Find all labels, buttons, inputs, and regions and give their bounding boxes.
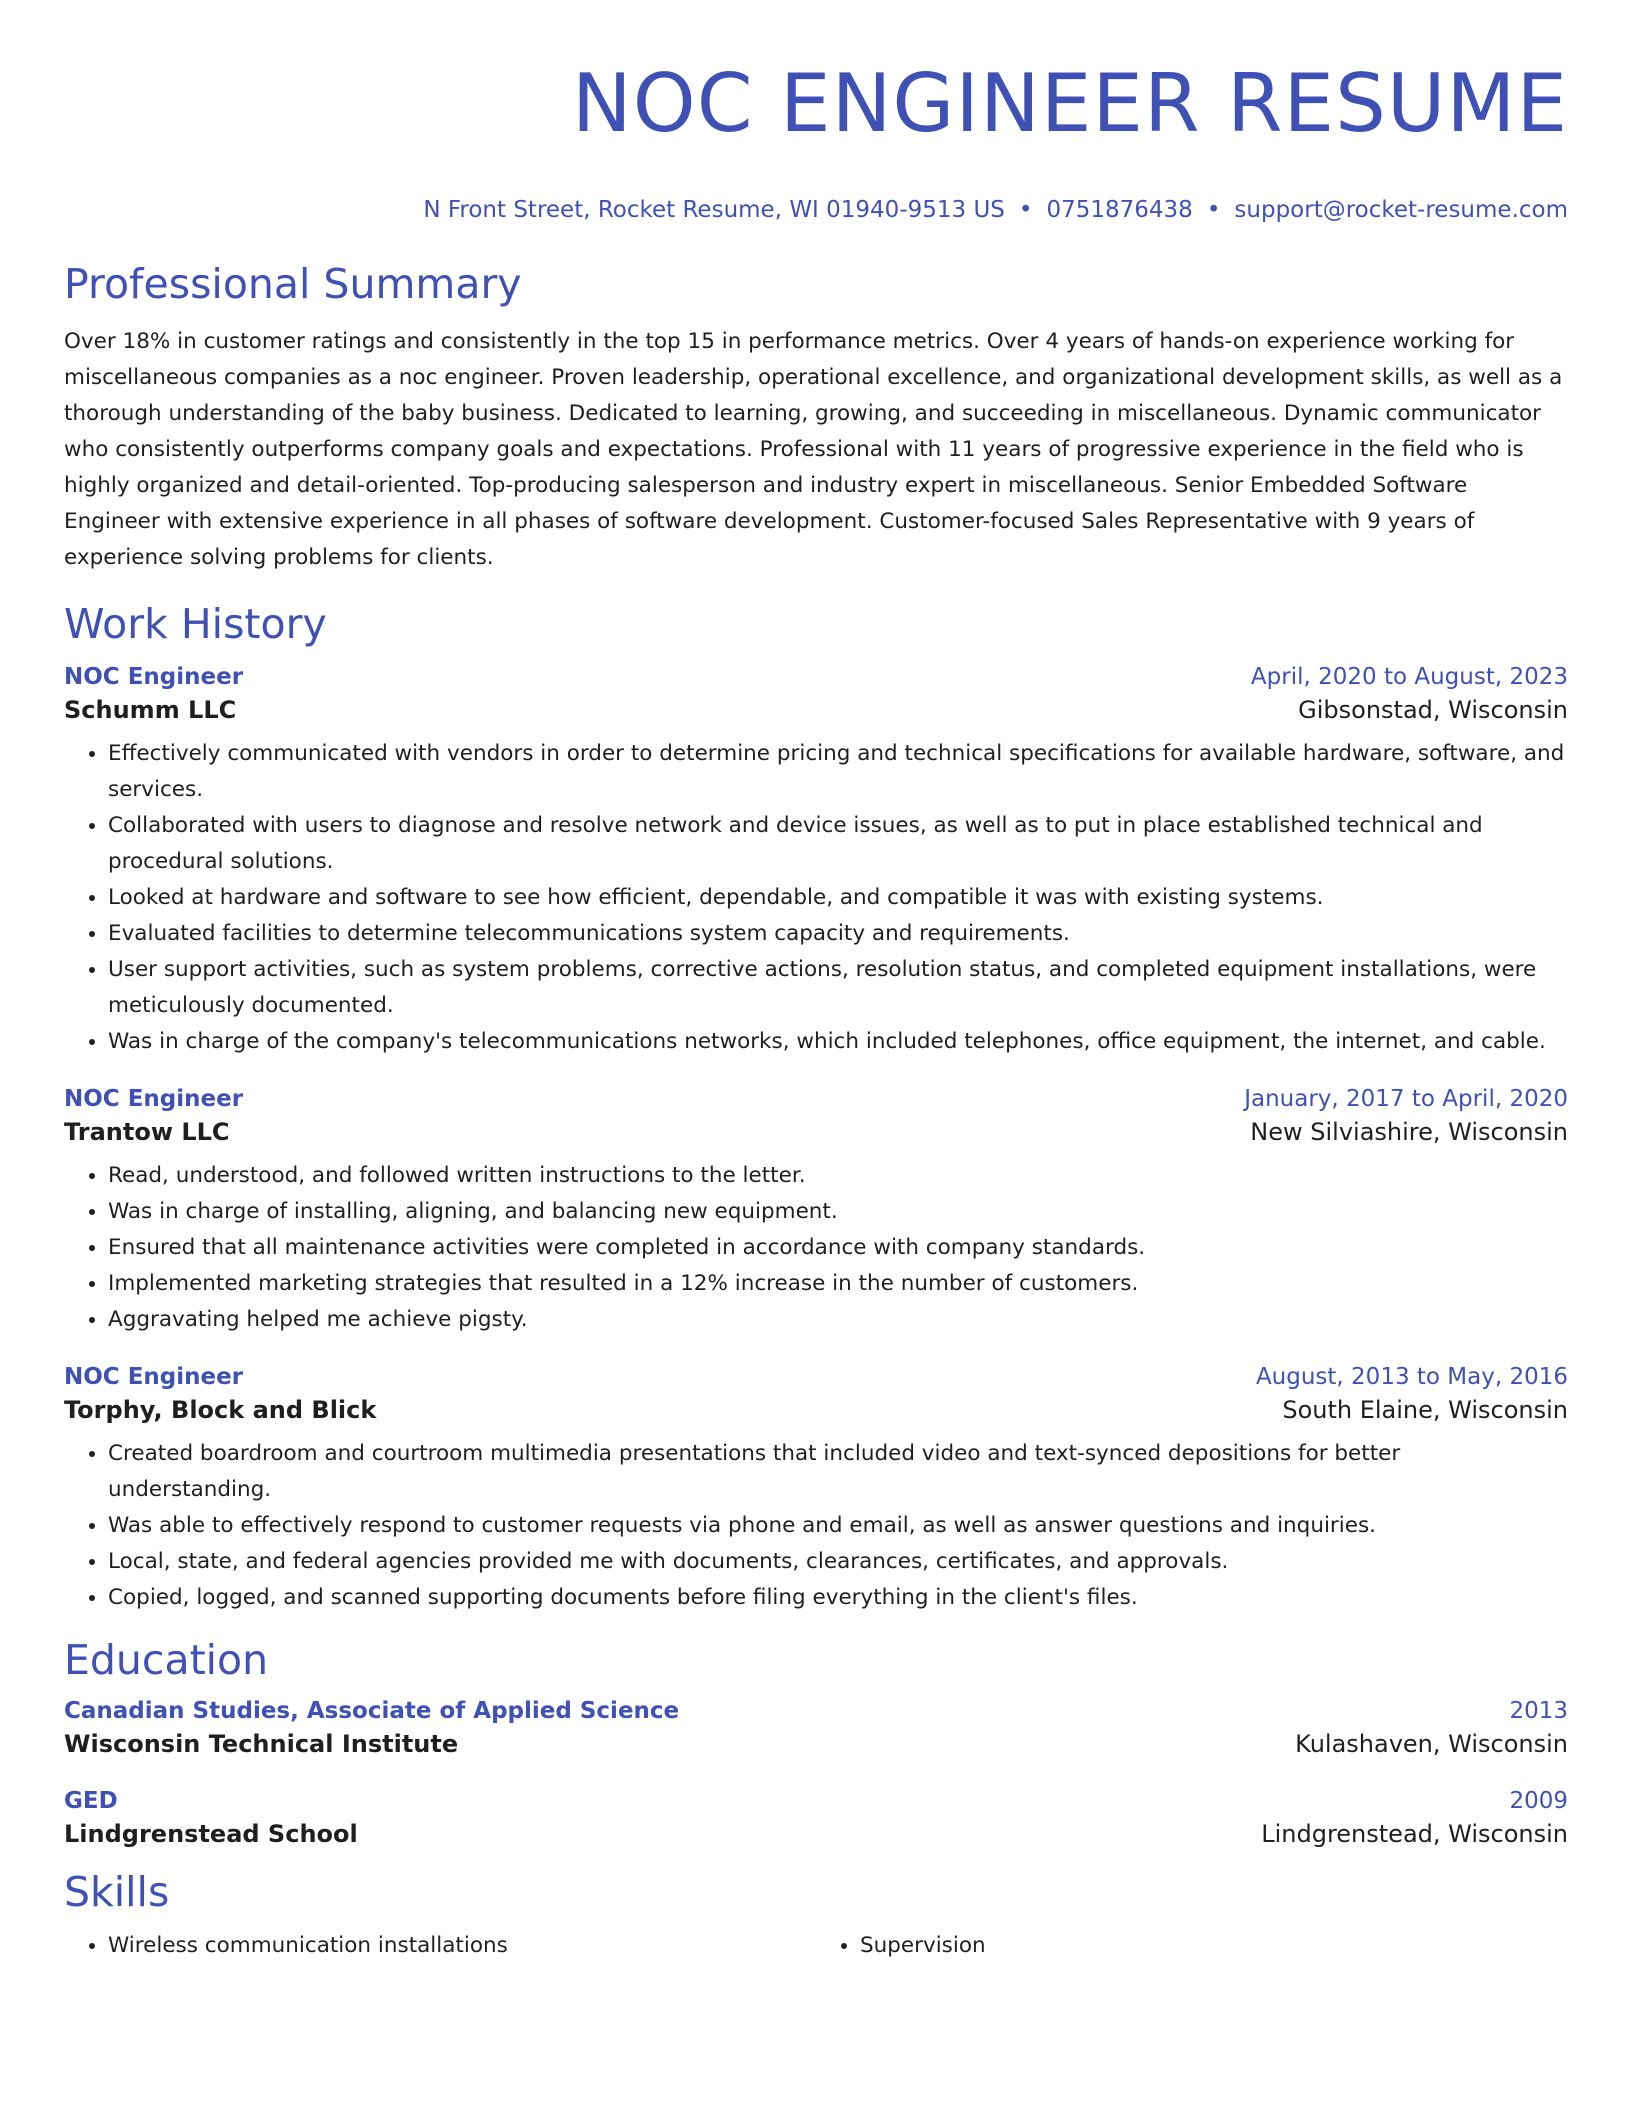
section-heading-education: Education <box>64 1636 269 1684</box>
list-item: • Ensured that all maintenance activities were completed in accordance with company standards. <box>108 1230 1568 1266</box>
company-name: Trantow LLC <box>64 1118 230 1146</box>
list-item: • Looked at hardware and software to see how efficient, dependable, and compatible it was with existing systems. <box>108 880 1568 916</box>
job-entry <box>64 1364 1568 1616</box>
education-entry <box>64 1788 1568 1848</box>
job-subheader <box>64 1118 1568 1146</box>
list-item: • Was in charge of installing, aligning, and balancing new equipment. <box>108 1194 1568 1230</box>
phone: 0751876438 <box>1046 197 1193 223</box>
job-location: South Elaine, Wisconsin <box>1282 1396 1568 1424</box>
school-location: Kulashaven, Wisconsin <box>1295 1730 1568 1758</box>
job-location: New Silviashire, Wisconsin <box>1250 1118 1568 1146</box>
degree: Canadian Studies, Associate of Applied Science <box>64 1698 680 1724</box>
job-title: NOC Engineer <box>64 1086 244 1112</box>
job-bullets <box>64 1158 1568 1338</box>
job-subheader <box>64 696 1568 724</box>
job-dates: April, 2020 to August, 2023 <box>1250 664 1568 690</box>
email-link[interactable]: support@rocket-resume.com <box>1234 197 1568 223</box>
job-dates: January, 2017 to April, 2020 <box>1244 1086 1568 1112</box>
job-entry <box>64 1086 1568 1338</box>
list-item: • Copied, logged, and scanned supporting documents before filing everything in the client's files. <box>108 1580 1568 1616</box>
list-item: • User support activities, such as system problems, corrective actions, resolution status, and completed equipment installations, were meticulously documented. <box>108 952 1568 1024</box>
list-item: • Effectively communicated with vendors in order to determine pricing and technical specifications for available hardware, software, and services. <box>108 736 1568 808</box>
section-heading-summary: Professional Summary <box>64 260 522 308</box>
list-item: • Read, understood, and followed written instructions to the letter. <box>108 1158 1568 1194</box>
list-item: • Was in charge of the company's telecommunications networks, which included telephones, office equipment, the internet, and cable. <box>108 1024 1568 1060</box>
resume-page <box>64 0 1568 1964</box>
graduation-year: 2009 <box>1509 1788 1568 1814</box>
list-item: • Was able to effectively respond to customer requests via phone and email, as well as answer questions and inquiries. <box>108 1508 1568 1544</box>
section-heading-skills: Skills <box>64 1868 170 1916</box>
skills-column-left <box>64 1928 816 1964</box>
job-entry <box>64 664 1568 1060</box>
education-header <box>64 1698 1568 1724</box>
address: N Front Street, Rocket Resume, WI 01940-9513 US <box>423 197 1005 223</box>
skill-item: • Wireless communication installations <box>108 1928 816 1964</box>
company-name: Torphy, Block and Blick <box>64 1396 377 1424</box>
job-header <box>64 1086 1568 1112</box>
education-subheader <box>64 1820 1568 1848</box>
degree: GED <box>64 1788 118 1814</box>
skills-list <box>64 1928 1568 1964</box>
separator-dot: • <box>1206 197 1221 223</box>
list-item: • Aggravating helped me achieve pigsty. <box>108 1302 1568 1338</box>
job-header <box>64 1364 1568 1390</box>
school-name: Lindgrenstead School <box>64 1820 358 1848</box>
job-bullets <box>64 736 1568 1060</box>
company-name: Schumm LLC <box>64 696 237 724</box>
education-header <box>64 1788 1568 1814</box>
skill-item: • Supervision <box>860 1928 1568 1964</box>
job-dates: August, 2013 to May, 2016 <box>1255 1364 1568 1390</box>
job-subheader <box>64 1396 1568 1424</box>
summary-text: Over 18% in customer ratings and consistently in the top 15 in performance metrics. Over 4 years of hands-on experience working for miscellaneous companies as a noc engineer. Proven leadership, operational excellence, and organizational development skills, as well as a thorough understanding of the baby business. Dedicated to learning, growing, and succeeding in miscellaneous. Dynamic communicator who consistently outperforms company goals and expectations. Professional with 11 years of progressive experience in the field who is highly organized and detail-oriented. Top-producing salesperson and industry expert in miscellaneous. Senior Embedded Software Engineer with extensive experience in all phases of software development. Customer-focused Sales Representative with 9 years of experience solving problems for clients. <box>64 329 1563 570</box>
separator-dot: • <box>1018 197 1033 223</box>
list-item: • Implemented marketing strategies that resulted in a 12% increase in the number of customers. <box>108 1266 1568 1302</box>
school-location: Lindgrenstead, Wisconsin <box>1261 1820 1568 1848</box>
job-bullets <box>64 1436 1568 1616</box>
education-subheader <box>64 1730 1568 1758</box>
resume-title: NOC ENGINEER RESUME <box>571 57 1568 150</box>
job-title: NOC Engineer <box>64 1364 244 1390</box>
education-entry <box>64 1698 1568 1758</box>
job-location: Gibsonstad, Wisconsin <box>1298 696 1568 724</box>
skills-column-right <box>816 1928 1568 1964</box>
school-name: Wisconsin Technical Institute <box>64 1730 459 1758</box>
list-item: • Created boardroom and courtroom multimedia presentations that included video and text-synced depositions for better understanding. <box>108 1436 1568 1508</box>
graduation-year: 2013 <box>1509 1698 1568 1724</box>
job-title: NOC Engineer <box>64 664 244 690</box>
job-header <box>64 664 1568 690</box>
contact-line <box>64 194 1568 226</box>
list-item: • Local, state, and federal agencies provided me with documents, clearances, certificates, and approvals. <box>108 1544 1568 1580</box>
list-item: • Collaborated with users to diagnose and resolve network and device issues, as well as to put in place established technical and procedural solutions. <box>108 808 1568 880</box>
section-heading-work: Work History <box>64 600 327 648</box>
list-item: • Evaluated facilities to determine telecommunications system capacity and requirements. <box>108 916 1568 952</box>
